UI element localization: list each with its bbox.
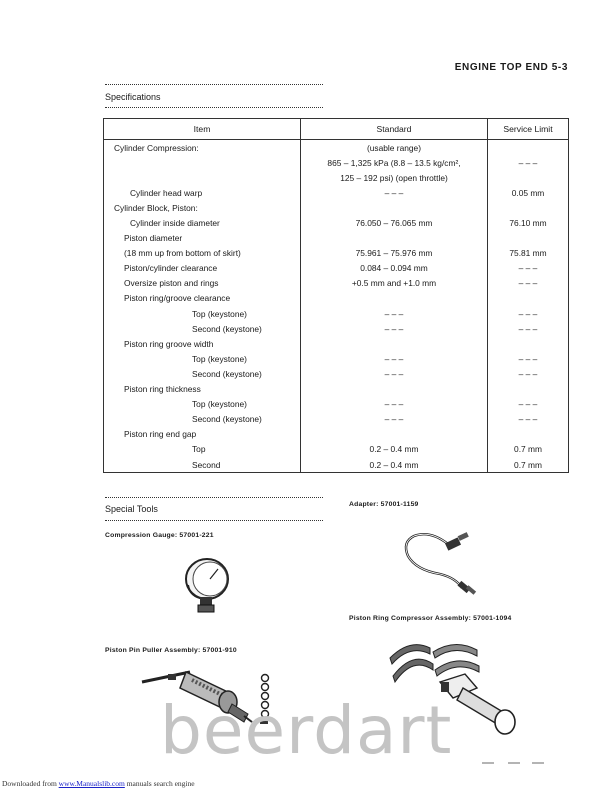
- cell-service-limit: [488, 291, 569, 306]
- table-row: [104, 397, 569, 412]
- cell-item: (18 mm up from bottom of skirt): [104, 246, 301, 261]
- cell-service-limit: [488, 231, 569, 246]
- table-row: [104, 412, 569, 427]
- cell-standard: – – –: [301, 412, 488, 427]
- cell-item: Piston ring thickness: [104, 382, 301, 397]
- cell-item: [104, 155, 301, 170]
- page-corner-marks: [480, 758, 560, 768]
- cell-service-limit: [488, 427, 569, 442]
- footer-suffix: manuals search engine: [124, 779, 195, 788]
- cell-standard: 125 – 192 psi) (open throttle): [301, 170, 488, 185]
- cell-item: Cylinder inside diameter: [104, 215, 301, 230]
- cell-standard: 0.2 – 0.4 mm: [301, 442, 488, 457]
- cell-standard: [301, 291, 488, 306]
- table-row: [104, 457, 569, 473]
- cell-service-limit: [488, 140, 569, 156]
- cell-standard: [301, 336, 488, 351]
- table-row: [104, 200, 569, 215]
- table-row: [104, 246, 569, 261]
- table-row: [104, 291, 569, 306]
- cell-item: Top (keystone): [104, 351, 301, 366]
- cell-service-limit: [488, 336, 569, 351]
- cell-item: Piston ring groove width: [104, 336, 301, 351]
- cell-item: Piston ring end gap: [104, 427, 301, 442]
- cell-item: Oversize piston and rings: [104, 276, 301, 291]
- cell-standard: – – –: [301, 397, 488, 412]
- column-header-service-limit: Service Limit: [488, 119, 569, 140]
- cell-item: Cylinder Compression:: [104, 140, 301, 156]
- divider: [105, 520, 323, 521]
- cell-service-limit: 0.05 mm: [488, 185, 569, 200]
- pin-puller-label: Piston Pin Puller Assembly: 57001-910: [105, 647, 237, 654]
- cell-item: Top: [104, 442, 301, 457]
- footer: [2, 779, 195, 788]
- divider: [105, 497, 323, 498]
- cell-service-limit: 0.7 mm: [488, 442, 569, 457]
- table-row: [104, 336, 569, 351]
- footer-prefix: Downloaded from: [2, 779, 59, 788]
- table-row: [104, 231, 569, 246]
- cell-service-limit: 75.81 mm: [488, 246, 569, 261]
- table-header-row: [104, 119, 569, 140]
- cell-standard: 0.084 – 0.094 mm: [301, 261, 488, 276]
- column-header-standard: Standard: [301, 119, 488, 140]
- table-row: [104, 215, 569, 230]
- cell-item: Second (keystone): [104, 366, 301, 381]
- ring-compressor-label: Piston Ring Compressor Assembly: 57001-1094: [349, 615, 512, 622]
- cell-service-limit: 0.7 mm: [488, 457, 569, 473]
- adapter-hose-illustration: [400, 522, 480, 597]
- table-row: [104, 140, 569, 156]
- special-tools-title: Special Tools: [105, 504, 158, 514]
- table-row: [104, 155, 569, 170]
- table-row: [104, 306, 569, 321]
- cell-standard: – – –: [301, 185, 488, 200]
- cell-item: Second (keystone): [104, 321, 301, 336]
- cell-service-limit: – – –: [488, 276, 569, 291]
- cell-item: Piston/cylinder clearance: [104, 261, 301, 276]
- cell-service-limit: 76.10 mm: [488, 215, 569, 230]
- cell-service-limit: – – –: [488, 351, 569, 366]
- table-row: [104, 427, 569, 442]
- table-row: [104, 276, 569, 291]
- cell-standard: 75.961 – 75.976 mm: [301, 246, 488, 261]
- column-header-item: Item: [104, 119, 301, 140]
- cell-standard: 865 – 1,325 kPa (8.8 – 13.5 kg/cm²,: [301, 155, 488, 170]
- table-row: [104, 170, 569, 185]
- cell-service-limit: – – –: [488, 306, 569, 321]
- cell-standard: – – –: [301, 351, 488, 366]
- cell-service-limit: – – –: [488, 155, 569, 170]
- cell-item: Piston diameter: [104, 231, 301, 246]
- cell-standard: 0.2 – 0.4 mm: [301, 457, 488, 473]
- cell-standard: – – –: [301, 321, 488, 336]
- page-header: ENGINE TOP END 5-3: [454, 62, 568, 73]
- cell-standard: [301, 200, 488, 215]
- cell-item: Cylinder Block, Piston:: [104, 200, 301, 215]
- cell-service-limit: – – –: [488, 321, 569, 336]
- table-row: [104, 321, 569, 336]
- table-row: [104, 366, 569, 381]
- cell-standard: 76.050 – 76.065 mm: [301, 215, 488, 230]
- cell-service-limit: – – –: [488, 412, 569, 427]
- divider: [105, 84, 323, 85]
- divider: [105, 107, 323, 108]
- specifications-table: [103, 118, 569, 473]
- adapter-label: Adapter: 57001-1159: [349, 501, 419, 508]
- cell-item: [104, 170, 301, 185]
- cell-service-limit: [488, 170, 569, 185]
- compression-gauge-illustration: [180, 555, 240, 615]
- cell-service-limit: [488, 382, 569, 397]
- cell-item: Second: [104, 457, 301, 473]
- cell-item: Cylinder head warp: [104, 185, 301, 200]
- cell-standard: [301, 382, 488, 397]
- cell-standard: – – –: [301, 306, 488, 321]
- cell-service-limit: [488, 200, 569, 215]
- cell-service-limit: – – –: [488, 366, 569, 381]
- cell-standard: [301, 231, 488, 246]
- table-row: [104, 442, 569, 457]
- cell-item: Top (keystone): [104, 306, 301, 321]
- cell-standard: (usable range): [301, 140, 488, 156]
- cell-item: Top (keystone): [104, 397, 301, 412]
- cell-standard: – – –: [301, 366, 488, 381]
- cell-service-limit: – – –: [488, 261, 569, 276]
- cell-item: Second (keystone): [104, 412, 301, 427]
- table-row: [104, 351, 569, 366]
- cell-item: Piston ring/groove clearance: [104, 291, 301, 306]
- table-row: [104, 185, 569, 200]
- watermark: beerdart: [160, 692, 453, 769]
- footer-link[interactable]: www.Manualslib.com: [58, 779, 125, 788]
- compression-gauge-label: Compression Gauge: 57001-221: [105, 532, 214, 539]
- specifications-title: Specifications: [105, 92, 161, 102]
- cell-standard: [301, 427, 488, 442]
- table-row: [104, 261, 569, 276]
- cell-standard: +0.5 mm and +1.0 mm: [301, 276, 488, 291]
- cell-service-limit: – – –: [488, 397, 569, 412]
- table-row: [104, 382, 569, 397]
